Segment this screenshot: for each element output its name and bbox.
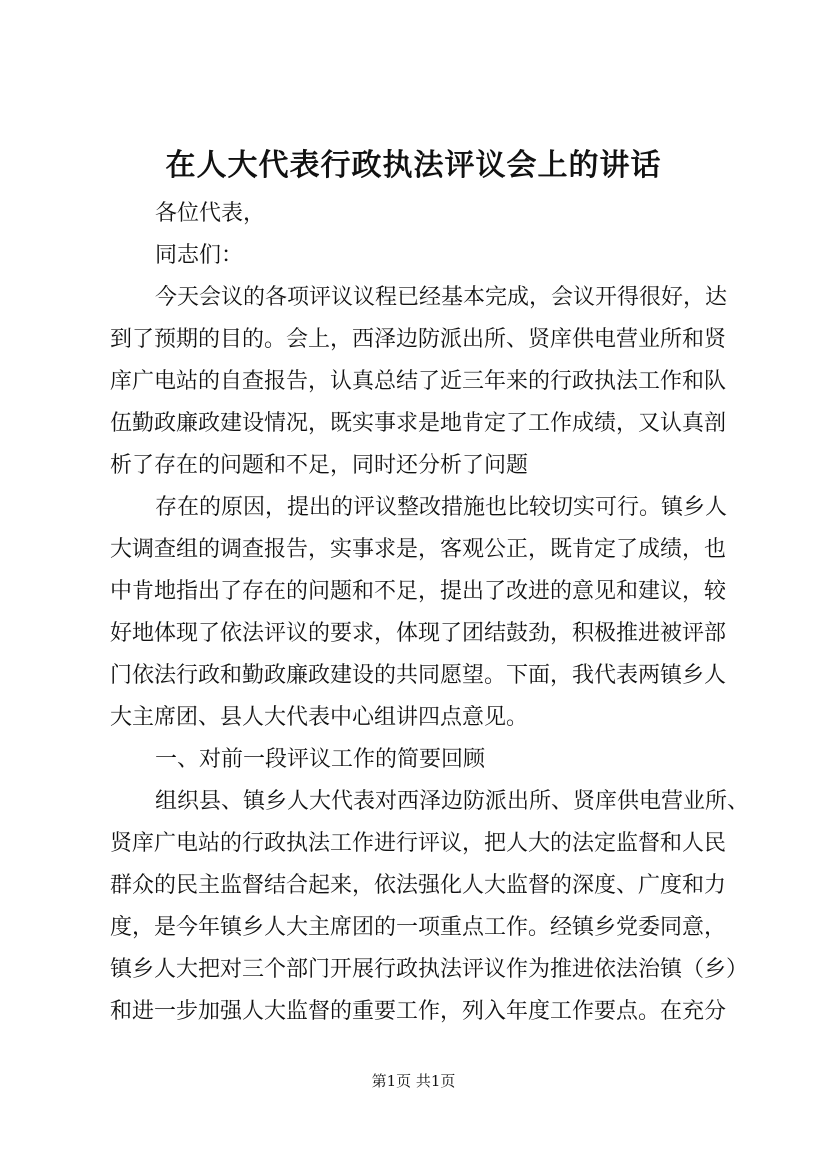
paragraph-line: 组织县、镇乡人大代表对西泽边防派出所、贤庠供电营业所、 [155, 789, 750, 814]
paragraph-line: 度，是今年镇乡人大主席团的一项重点工作。经镇乡党委同意， [110, 915, 727, 940]
paragraph-line: 和进一步加强人大监督的重要工作，列入年度工作要点。在充分 [110, 999, 727, 1024]
page-footer: 第1页 共1页 [371, 1072, 456, 1090]
paragraph-line: 贤庠广电站的行政执法工作进行评议，把人大的法定监督和人民 [110, 831, 727, 856]
salutation-line: 同志们： [155, 243, 244, 268]
paragraph-line: 群众的民主监督结合起来，依法强化人大监督的深度、广度和力 [110, 873, 727, 898]
paragraph-line: 析了存在的问题和不足，同时还分析了问题 [110, 453, 529, 478]
document-title: 在人大代表行政执法评议会上的讲话 [165, 148, 662, 183]
paragraph-line: 门依法行政和勤政廉政建设的共同愿望。下面，我代表两镇乡人 [110, 663, 727, 688]
section-heading: 一、对前一段评议工作的简要回顾 [155, 747, 486, 772]
paragraph-line: 存在的原因，提出的评议整改措施也比较切实可行。镇乡人 [155, 495, 728, 520]
paragraph-line: 伍勤政廉政建设情况，既实事求是地肯定了工作成绩，又认真剖 [110, 411, 727, 436]
paragraph-line: 镇乡人大把对三个部门开展行政执法评议作为推进依法治镇（乡） [110, 957, 749, 982]
paragraph-line: 好地体现了依法评议的要求，体现了团结鼓劲，积极推进被评部 [110, 621, 727, 646]
paragraph-line: 到了预期的目的。会上，西泽边防派出所、贤庠供电营业所和贤 [110, 327, 727, 352]
paragraph-line: 庠广电站的自查报告，认真总结了近三年来的行政执法工作和队 [110, 369, 727, 394]
paragraph-line: 大主席团、县人大代表中心组讲四点意见。 [110, 705, 529, 730]
salutation-line: 各位代表， [155, 201, 266, 226]
paragraph-line: 今天会议的各项评议议程已经基本完成，会议开得很好，达 [155, 285, 728, 310]
paragraph-line: 中肯地指出了存在的问题和不足，提出了改进的意见和建议，较 [110, 579, 727, 604]
paragraph-line: 大调查组的调查报告，实事求是，客观公正，既肯定了成绩，也 [110, 537, 727, 562]
